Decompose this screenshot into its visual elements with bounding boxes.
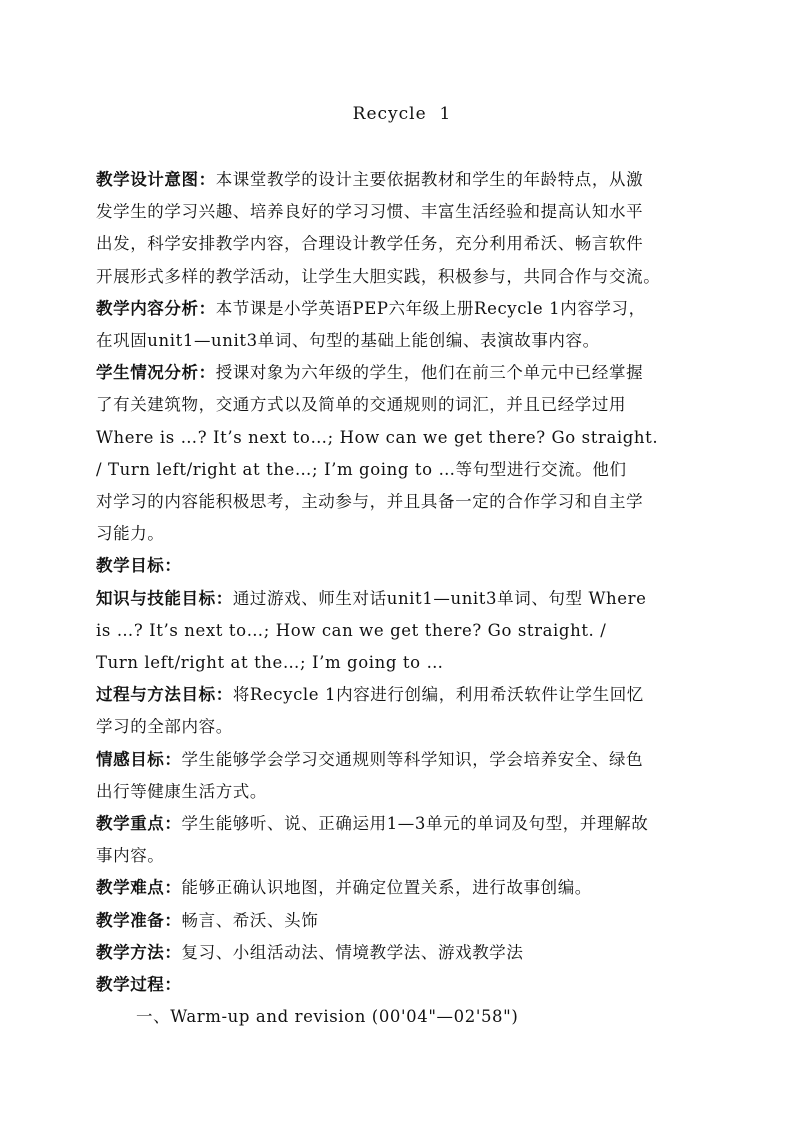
knowledge-goal-line-3: Turn left/right at the…; I’m going to … bbox=[96, 653, 444, 673]
key-points-line-1: 教学重点：学生能够听、说、正确运用1—3单元的单词及句型，并理解故 bbox=[96, 814, 649, 834]
student-analysis-line-5: 对学习的内容能积极思考，主动参与，并且具备一定的合作学习和自主学 bbox=[96, 492, 644, 512]
document-body bbox=[96, 164, 708, 1033]
methods-line-1: 教学方法：复习、小组活动法、情境教学法、游戏教学法 bbox=[96, 942, 524, 962]
difficulties-line-1: 教学难点：能够正确认识地图，并确定位置关系，进行故事创编。 bbox=[96, 878, 592, 898]
difficulties-label: 教学难点： bbox=[96, 878, 182, 898]
knowledge-goal-label: 知识与技能目标： bbox=[96, 588, 233, 608]
design-intent-line-2: 发学生的学习兴趣、培养良好的学习习惯、丰富生活经验和提高认知水平 bbox=[96, 202, 644, 222]
preparation-paragraph bbox=[96, 905, 708, 937]
design-intent-paragraph bbox=[96, 164, 708, 293]
design-intent-label: 教学设计意图： bbox=[96, 170, 216, 189]
emotion-goal-paragraph bbox=[96, 744, 708, 808]
content-analysis-label: 教学内容分析： bbox=[96, 298, 216, 318]
preparation-label: 教学准备： bbox=[96, 910, 182, 930]
design-intent-line-4: 开展形式多样的教学活动，让学生大胆实践，积极参与，共同合作与交流。 bbox=[96, 266, 661, 286]
student-analysis-line-6: 习能力。 bbox=[96, 524, 165, 544]
key-points-label: 教学重点： bbox=[96, 814, 182, 834]
step-one-heading: 一、Warm-up and revision (00'04"—02'58") bbox=[136, 1007, 519, 1027]
content-analysis-line-2: 在巩固unit1—unit3单词、句型的基础上能创编、表演故事内容。 bbox=[96, 331, 600, 351]
design-intent-line-1: 教学设计意图：本课堂教学的设计主要依据教材和学生的年龄特点，从激 bbox=[96, 170, 644, 189]
student-analysis-paragraph bbox=[96, 357, 708, 550]
student-analysis-line-4: / Turn left/right at the…; I’m going to …等句型进行交流。他们 bbox=[96, 459, 627, 479]
key-points-line-2: 事内容。 bbox=[96, 846, 165, 866]
process-goal-paragraph bbox=[96, 679, 708, 743]
student-analysis-line-3: Where is …? It’s next to…; How can we get there? Go straight. bbox=[96, 427, 659, 447]
content-analysis-line-1: 教学内容分析：本节课是小学英语PEP六年级上册Recycle 1内容学习， bbox=[96, 298, 646, 318]
emotion-goal-label: 情感目标： bbox=[96, 749, 182, 769]
methods-paragraph bbox=[96, 937, 708, 969]
student-analysis-line-1: 学生情况分析：授课对象为六年级的学生，他们在前三个单元中已经掌握 bbox=[96, 363, 644, 383]
goals-heading: 教学目标： bbox=[96, 556, 182, 576]
content-analysis-paragraph bbox=[96, 293, 708, 357]
difficulties-paragraph bbox=[96, 872, 708, 904]
knowledge-goal-paragraph bbox=[96, 583, 708, 680]
student-analysis-line-2: 了有关建筑物，交通方式以及简单的交通规则的词汇，并且已经学过用 bbox=[96, 395, 627, 415]
document-title: Recycle 1 bbox=[352, 104, 452, 124]
emotion-goal-line-1: 情感目标：学生能够学会学习交通规则等科学知识，学会培养安全、绿色 bbox=[96, 749, 644, 769]
process-goal-line-1: 过程与方法目标：将Recycle 1内容进行创编，利用希沃软件让学生回忆 bbox=[96, 685, 644, 705]
process-heading: 教学过程： bbox=[96, 975, 182, 995]
design-intent-line-3: 出发，科学安排教学内容，合理设计教学任务，充分利用希沃、畅言软件 bbox=[96, 234, 644, 254]
knowledge-goal-line-2: is …? It’s next to…; How can we get there? Go straight. / bbox=[96, 620, 607, 640]
step-one-paragraph bbox=[96, 1001, 708, 1033]
emotion-goal-line-2: 出行等健康生活方式。 bbox=[96, 781, 267, 801]
methods-label: 教学方法： bbox=[96, 942, 182, 962]
process-goal-line-2: 学习的全部内容。 bbox=[96, 717, 233, 737]
student-analysis-label: 学生情况分析： bbox=[96, 363, 216, 383]
key-points-paragraph bbox=[96, 808, 708, 872]
knowledge-goal-line-1: 知识与技能目标：通过游戏、师生对话unit1—unit3单词、句型 Where bbox=[96, 588, 647, 608]
process-goal-label: 过程与方法目标： bbox=[96, 685, 233, 705]
process-heading-paragraph bbox=[96, 969, 708, 1001]
goals-heading-paragraph bbox=[96, 550, 708, 582]
preparation-line-1: 教学准备：畅言、希沃、头饰 bbox=[96, 910, 319, 930]
